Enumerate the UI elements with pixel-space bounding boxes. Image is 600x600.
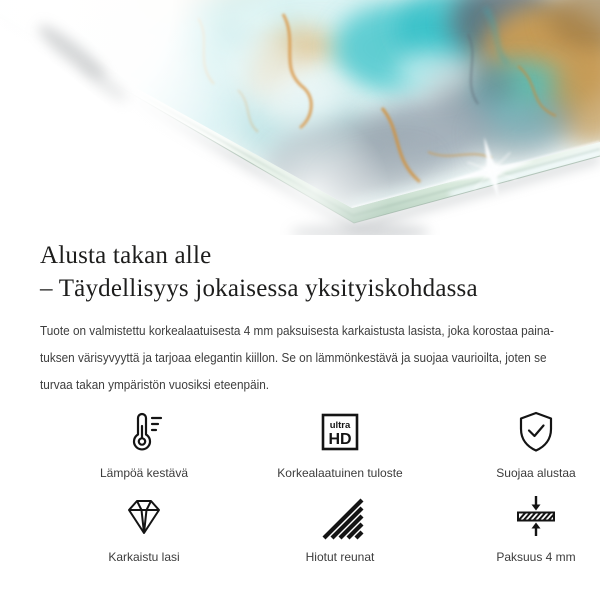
feature-label: Suojaa alustaa bbox=[496, 466, 576, 480]
page-title bbox=[40, 239, 564, 305]
description-line: Tuote on valmistettu korkealaatuisesta 4 mm paksuisesta karkaistusta lasista, joka korostaa paina- bbox=[40, 323, 554, 338]
feature-label: Karkaistu lasi bbox=[108, 550, 180, 564]
feature-thickness bbox=[438, 492, 600, 564]
ultra-hd-icon-text-top: ultra bbox=[329, 420, 351, 431]
ultra-hd-icon bbox=[316, 408, 364, 456]
features-grid bbox=[46, 408, 600, 564]
feature-polished-edges bbox=[242, 492, 438, 564]
thickness-icon bbox=[512, 492, 560, 540]
diamond-icon bbox=[120, 492, 168, 540]
info-section bbox=[0, 239, 600, 564]
polished-edges-icon bbox=[316, 492, 364, 540]
ultra-hd-icon-text-bottom: HD bbox=[328, 431, 352, 448]
feature-tempered-glass bbox=[46, 492, 242, 564]
feature-label: Lämpöä kestävä bbox=[99, 466, 189, 480]
product-photo bbox=[0, 0, 600, 235]
glare-overlay bbox=[0, 0, 600, 235]
description-line: tuksen värisyvyyttä ja tarjoaa elegantin kiillon. Se on lämmönkestävä ja suojaa vaurioilta, joten se bbox=[40, 350, 547, 365]
thermometer-icon bbox=[120, 408, 168, 456]
shield-check-icon bbox=[512, 408, 560, 456]
feature-label: Korkealaatuinen tuloste bbox=[277, 466, 403, 480]
product-description bbox=[40, 317, 554, 398]
feature-print-quality bbox=[242, 408, 438, 480]
feature-label: Hiotut reunat bbox=[305, 550, 375, 564]
feature-label: Paksuus 4 mm bbox=[496, 550, 576, 564]
feature-heat-resistant bbox=[46, 408, 242, 480]
description-line: turvaa takan ympäristön vuosiksi eteenpäin. bbox=[40, 377, 270, 392]
glass-panel-photo bbox=[0, 0, 600, 235]
title-line-2: – Täydellisyys jokaisessa yksityiskohdassa bbox=[40, 275, 478, 302]
title-line-1: Alusta takan alle bbox=[40, 242, 212, 269]
feature-protects-surface bbox=[438, 408, 600, 480]
